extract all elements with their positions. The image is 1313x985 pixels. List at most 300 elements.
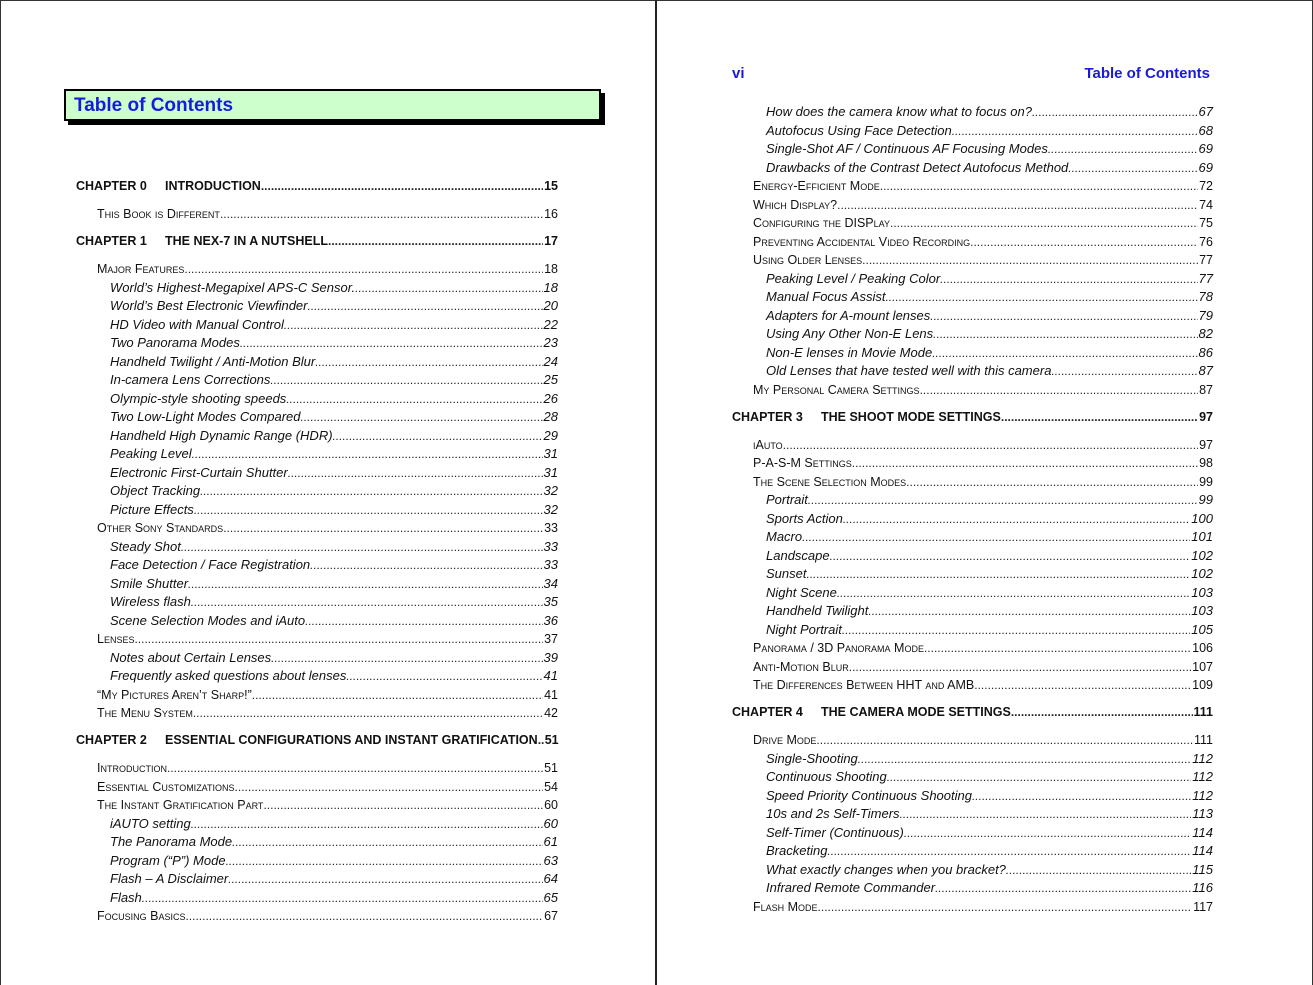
toc-subsection-entry [766, 491, 1213, 509]
toc-page-number: 117 [1193, 899, 1213, 914]
toc-page-number: 114 [1192, 824, 1213, 840]
toc-page-number: 99 [1198, 492, 1213, 507]
toc-subsection-entry [766, 805, 1213, 823]
toc-subsection-entry [766, 565, 1213, 583]
toc-entry-title: The Differences Between HHT and AMB [753, 678, 975, 692]
dot-leader [193, 704, 543, 722]
toc-section-entry [753, 177, 1213, 195]
toc-page-number: 42 [544, 706, 558, 720]
chapter-number: CHAPTER 2 [76, 733, 147, 747]
toc-entry-title: iAuto [753, 437, 783, 452]
toc-page-number: 103 [1191, 584, 1213, 600]
toc-section-entry [97, 907, 558, 925]
toc-page-number: 102 [1191, 566, 1213, 581]
toc-page-number: 33 [543, 557, 558, 572]
dot-leader [310, 556, 542, 574]
toc-subsection-entry [110, 833, 558, 851]
dot-leader [181, 538, 543, 556]
dot-leader [972, 787, 1191, 805]
toc-entry-title: Landscape [766, 547, 830, 563]
dot-leader [904, 824, 1191, 842]
dot-leader [1048, 140, 1198, 158]
toc-entry-title: Face Detection / Face Registration [110, 557, 311, 572]
toc-page-number: 61 [543, 834, 558, 849]
toc-subsection-entry [766, 362, 1213, 380]
dot-leader [328, 232, 543, 250]
toc-section-entry [753, 898, 1213, 916]
toc-entry-title: “My Pictures Aren’t Sharp!” [97, 687, 252, 702]
dot-leader [355, 279, 542, 297]
toc-page-number: 97 [1199, 409, 1213, 424]
dot-leader [223, 519, 543, 537]
toc-entry-title: Flash Mode [753, 899, 818, 914]
toc-entry-title: Handheld Twilight / Anti-Motion Blur [110, 353, 316, 369]
toc-page-number: 114 [1192, 843, 1213, 858]
toc-subsection-entry [110, 445, 558, 463]
toc-subsection-entry [766, 288, 1213, 306]
toc-page-number: 23 [543, 335, 558, 350]
toc-subsection-entry [110, 390, 558, 408]
toc-subsection-entry [766, 787, 1213, 805]
toc-page-number: 106 [1192, 641, 1213, 655]
dot-leader [220, 205, 543, 223]
toc-page-number: 35 [543, 594, 558, 609]
dot-leader [261, 177, 543, 195]
toc-page-number: 112 [1192, 787, 1213, 803]
dot-leader [932, 344, 1197, 362]
toc-subsection-entry [110, 889, 558, 907]
dot-leader [184, 260, 543, 278]
toc-page-number: 87 [1199, 382, 1213, 397]
toc-subsection-entry [110, 852, 558, 870]
toc-subsection-entry [766, 122, 1213, 140]
dot-leader [868, 602, 1190, 620]
dot-leader [228, 870, 542, 888]
toc-page-number: 67 [544, 909, 558, 923]
toc-chapter-entry [76, 232, 558, 250]
toc-entry-title: iAUTO setting [110, 815, 191, 831]
toc-entry-title: Bracketing [766, 843, 828, 858]
toc-entry-title: The Instant Gratification Part [97, 798, 264, 812]
toc-entry-title: Introduction [97, 761, 167, 775]
toc-entry-title: Object Tracking [110, 483, 201, 498]
toc-entry-title: Manual Focus Assist [766, 289, 886, 304]
toc-entry-title: The Menu System [97, 706, 193, 720]
page-number: vi [732, 65, 745, 82]
dot-leader [933, 325, 1197, 343]
toc-entry-title: Steady Shot [110, 538, 181, 554]
toc-subsection-entry [766, 528, 1213, 546]
toc-subsection-entry [766, 602, 1213, 620]
dot-leader [806, 565, 1190, 583]
toc-entry-title: Electronic First-Curtain Shutter [110, 464, 288, 480]
dot-leader [191, 815, 543, 833]
toc-subsection-entry [110, 353, 558, 371]
toc-section-entry [753, 658, 1213, 676]
toc-subsection-entry [110, 593, 558, 611]
toc-page-number: 25 [543, 372, 558, 387]
dot-leader [1006, 861, 1191, 879]
toc-entry-title: Using Older Lenses [753, 253, 863, 267]
dot-leader [802, 528, 1190, 546]
toc-entry-title: Autofocus Using Face Detection [766, 122, 952, 138]
toc-entry-title: Scene Selection Modes and iAuto [110, 612, 306, 628]
toc-page-number: 79 [1198, 307, 1213, 323]
dot-leader [288, 464, 543, 482]
toc-subsection-entry [766, 510, 1213, 528]
dot-leader [952, 122, 1198, 140]
dot-leader [1011, 703, 1193, 721]
toc-entry-title: Macro [766, 529, 803, 544]
toc-title: Table of Contents [74, 95, 234, 116]
chapter-number: CHAPTER 0 [76, 179, 147, 193]
dot-leader [200, 482, 542, 500]
toc-entry-title: World’s Highest-Megapixel APS-C Sensor. [110, 279, 356, 295]
toc-entry-title: The Panorama Mode [110, 834, 233, 849]
toc-page-number: 32 [543, 501, 558, 517]
toc-entry-title: Self-Timer (Continuous) [766, 824, 904, 840]
toc-chapter-entry [76, 177, 558, 195]
toc-entry-title: Notes about Certain Lenses [110, 649, 272, 665]
toc-entry-title [76, 177, 261, 195]
toc-entry-title: Night Portrait [766, 621, 842, 637]
left-page [0, 0, 655, 985]
toc-page-number: 24 [543, 353, 558, 369]
dot-leader [301, 408, 543, 426]
toc-entry-title: Anti-Motion Blur [753, 659, 849, 674]
toc-page-number: 111 [1193, 733, 1213, 747]
toc-entry-title: Drawbacks of the Contrast Detect Autofocus Method [766, 159, 1069, 175]
dot-leader [185, 907, 543, 925]
toc-subsection-entry [766, 584, 1213, 602]
dot-leader [270, 371, 542, 389]
toc-subsection-entry [110, 371, 558, 389]
toc-entry-title: Single-Shooting [766, 750, 858, 766]
toc-entry-title: Frequently asked questions about lenses [110, 668, 347, 683]
toc-page-number: 77 [1198, 270, 1213, 286]
chapter-title: ESSENTIAL CONFIGURATIONS AND INSTANT GRATIFICATION [165, 733, 538, 747]
dot-leader [1001, 408, 1198, 426]
toc-subsection-entry [110, 297, 558, 315]
toc-entry-title [732, 703, 1011, 721]
toc-section-entry [753, 473, 1213, 491]
dot-leader [862, 251, 1198, 269]
dot-leader [900, 805, 1192, 823]
toc-page-number: 69 [1198, 141, 1213, 156]
toc-entry-title: Energy-Efficient Mode [753, 179, 880, 193]
toc-page-number: 102 [1191, 547, 1213, 563]
toc-entry-title: What exactly changes when you bracket? [766, 861, 1006, 877]
toc-page-number: 109 [1192, 678, 1213, 692]
toc-subsection-entry [766, 159, 1213, 177]
toc-subsection-entry [766, 344, 1213, 362]
right-page [657, 0, 1313, 985]
toc-entry-title: Adapters for A-mount lenses [766, 307, 931, 323]
toc-entry-title: Focusing Basics [97, 909, 186, 923]
toc-page-number: 112 [1192, 750, 1213, 766]
dot-leader [885, 288, 1197, 306]
toc-subsection-entry [766, 621, 1213, 639]
toc-subsection-entry [110, 334, 558, 352]
toc-section-entry [97, 759, 558, 777]
toc-page-number: 82 [1198, 326, 1213, 341]
toc-section-entry [753, 676, 1213, 694]
dot-leader [849, 658, 1191, 676]
dot-leader [816, 731, 1193, 749]
toc-page-number: 31 [543, 446, 558, 461]
toc-subsection-entry [110, 538, 558, 556]
toc-title-box [64, 89, 601, 121]
toc-subsection-entry [110, 667, 558, 685]
toc-subsection-entry [110, 427, 558, 445]
toc-entry-title: Panorama / 3D Panorama Mode [753, 641, 924, 655]
dot-leader [843, 510, 1190, 528]
toc-subsection-entry [766, 824, 1213, 842]
toc-entry-title: Speed Priority Continuous Shooting [766, 787, 972, 803]
toc-page-number: 69 [1198, 159, 1213, 175]
toc-page-number: 17 [544, 234, 558, 248]
dot-leader [235, 778, 544, 796]
toc-subsection-entry [766, 547, 1213, 565]
chapter-title: THE SHOOT MODE SETTINGS [821, 409, 1001, 424]
toc-subsection-entry [766, 879, 1213, 897]
toc-page-number: 98 [1199, 456, 1213, 470]
toc-page-number: 113 [1192, 806, 1213, 821]
toc-page-number: 115 [1192, 861, 1213, 877]
toc-page-number: 18 [544, 262, 558, 276]
toc-page-number: 107 [1192, 659, 1213, 674]
toc-entry-title: Major Features [97, 262, 185, 276]
toc-page-number: 37 [544, 632, 558, 646]
toc-section-entry [753, 639, 1213, 657]
toc-page-number: 15 [544, 179, 558, 193]
toc-page-number: 33 [544, 521, 558, 535]
toc-page-number: 54 [544, 779, 558, 794]
toc-section-entry [753, 233, 1213, 251]
dot-leader [286, 390, 542, 408]
toc-entry-title: Flash [110, 889, 142, 905]
toc-entry-title: Essential Customizations [97, 779, 235, 794]
toc-entry-title: Program (“P”) Mode [110, 852, 226, 868]
toc-entry-title: Two Low-Light Modes Compared [110, 409, 301, 424]
dot-leader [271, 649, 542, 667]
toc-page-number: 76 [1199, 234, 1213, 249]
toc-chapter-entry [732, 408, 1213, 426]
chapter-title: INTRODUCTION [165, 179, 261, 193]
toc-subsection-entry [110, 316, 558, 334]
toc-page-number: 68 [1198, 122, 1213, 138]
toc-entry-title: In-camera Lens Corrections [110, 372, 271, 387]
toc-subsection-entry [110, 408, 558, 426]
toc-page-number: 75 [1199, 216, 1213, 230]
toc-entry-title: Preventing Accidental Video Recording [753, 234, 971, 249]
dot-leader [837, 584, 1190, 602]
toc-entry-title: World’s Best Electronic Viewfinder [110, 298, 308, 313]
dot-leader [783, 436, 1198, 454]
dot-leader [252, 686, 543, 704]
toc-entry-title: The Scene Selection Modes [753, 474, 907, 489]
toc-entry-title: Old Lenses that have tested well with this camera [766, 363, 1052, 378]
dot-leader [852, 454, 1198, 472]
dot-leader [1032, 103, 1198, 121]
toc-page-number: 63 [543, 852, 558, 868]
toc-page-number: 101 [1191, 529, 1213, 544]
toc-entry-title: Two Panorama Modes [110, 335, 240, 350]
dot-leader [970, 233, 1198, 251]
toc-page-number: 65 [543, 889, 558, 905]
toc-page-number: 16 [544, 207, 558, 221]
dot-leader [830, 547, 1191, 565]
toc-chapter-entry [732, 703, 1213, 721]
toc-entry-title: 10s and 2s Self-Timers [766, 806, 900, 821]
toc-page-number: 86 [1198, 344, 1213, 360]
toc-entry-title [732, 408, 1001, 426]
dot-leader [930, 307, 1197, 325]
toc-page-number: 51 [544, 761, 558, 775]
toc-page-number: 60 [543, 815, 558, 831]
toc-page-number: 97 [1199, 437, 1213, 452]
toc-page-number: 99 [1199, 474, 1213, 489]
toc-entry-title: Night Scene [766, 584, 837, 600]
toc-entry-title: P-A-S-M Settings [753, 456, 852, 470]
dot-leader [858, 750, 1191, 768]
toc-subsection-entry [766, 842, 1213, 860]
toc-entry-title: Configuring the DISPlay [753, 216, 890, 230]
dot-leader [1068, 159, 1197, 177]
toc-section-entry [97, 260, 558, 278]
toc-page-number: 28 [543, 409, 558, 424]
toc-page-number: 22 [543, 316, 558, 332]
toc-page-number: 33 [543, 538, 558, 554]
toc-entry-title: Which Display? [753, 197, 838, 212]
toc-page-number: 34 [543, 575, 558, 591]
toc-section-entry [753, 251, 1213, 269]
toc-subsection-entry [766, 103, 1213, 121]
toc-subsection-entry [110, 501, 558, 519]
toc-page-number: 60 [544, 798, 558, 812]
toc-entry-title: Other Sony Standards [97, 521, 224, 535]
dot-leader [974, 676, 1191, 694]
toc-page-number: 87 [1198, 363, 1213, 378]
toc-entry-title: Peaking Level [110, 446, 192, 461]
dot-leader [167, 759, 543, 777]
toc-entry-title: Lenses [97, 632, 135, 646]
dot-leader [284, 316, 543, 334]
dot-leader [940, 270, 1197, 288]
toc-subsection-entry [766, 861, 1213, 879]
toc-page-number: 78 [1198, 289, 1213, 304]
dot-leader [232, 833, 542, 851]
toc-page-number: 51 [544, 733, 559, 747]
dot-leader [240, 334, 543, 352]
toc-subsection-entry [110, 870, 558, 888]
toc-page-number: 20 [543, 298, 558, 313]
toc-subsection-entry [766, 140, 1213, 158]
toc-section-entry [97, 686, 558, 704]
toc-entry-title: Portrait [766, 492, 808, 507]
toc-page-number: 32 [543, 483, 558, 498]
toc-entry-title [76, 232, 328, 250]
dot-leader [808, 491, 1198, 509]
dot-leader [134, 630, 543, 648]
dot-leader [1051, 362, 1197, 380]
toc-entry-title: Handheld Twilight [766, 603, 869, 618]
dot-leader [226, 852, 543, 870]
toc-subsection-entry [110, 279, 558, 297]
toc-subsection-entry [110, 482, 558, 500]
toc-subsection-entry [766, 768, 1213, 786]
toc-entry-title: HD Video with Manual Control [110, 316, 284, 332]
toc-section-entry [753, 436, 1213, 454]
dot-leader [142, 889, 543, 907]
toc-subsection-entry [766, 270, 1213, 288]
toc-entry-title: Picture Effects [110, 501, 194, 517]
chapter-number: CHAPTER 1 [76, 234, 147, 248]
toc-subsection-entry [110, 815, 558, 833]
toc-page-number: 67 [1198, 104, 1213, 119]
dot-leader [935, 879, 1191, 897]
toc-subsection-entry [110, 575, 558, 593]
toc-chapter-entry [76, 731, 558, 749]
toc-entry-title: Sunset [766, 566, 807, 581]
toc-section-entry [753, 196, 1213, 214]
toc-subsection-entry [110, 464, 558, 482]
toc-entry-title: Continuous Shooting [766, 769, 887, 784]
dot-leader [920, 381, 1199, 399]
toc-section-entry [753, 454, 1213, 472]
toc-page-number: 26 [543, 390, 558, 406]
toc-entry-title: Olympic-style shooting speeds [110, 390, 287, 406]
toc-page-number: 72 [1199, 179, 1213, 193]
dot-leader [191, 593, 543, 611]
toc-entry-title: Wireless flash [110, 594, 191, 609]
toc-page-number: 18 [543, 279, 558, 295]
toc-section-entry [97, 205, 558, 223]
toc-entry-title: Using Any Other Non-E Lens [766, 326, 934, 341]
running-head: Table of Contents [1084, 65, 1210, 82]
dot-leader [346, 667, 542, 685]
toc-subsection-entry [766, 750, 1213, 768]
toc-entry-title: Sports Action [766, 510, 843, 526]
dot-leader [890, 214, 1198, 232]
dot-leader [263, 796, 543, 814]
chapter-number: CHAPTER 3 [732, 409, 803, 424]
toc-page-number: 64 [543, 871, 558, 886]
toc-entry-title: Infrared Remote Commander [766, 880, 936, 895]
dot-leader [842, 621, 1190, 639]
toc-page-number: 36 [543, 612, 558, 628]
toc-subsection-entry [766, 307, 1213, 325]
dot-leader [333, 427, 543, 445]
toc-page-number: 41 [543, 668, 558, 683]
toc-page-number: 29 [543, 427, 558, 443]
toc-entry-title: How does the camera know what to focus on? [766, 104, 1032, 119]
toc-section-entry [753, 381, 1213, 399]
toc-page-number: 77 [1199, 253, 1213, 267]
dot-leader [308, 297, 543, 315]
toc-page-number: 112 [1192, 769, 1213, 784]
toc-entry-title: This Book is Different [97, 207, 220, 221]
toc-entry-title: My Personal Camera Settings [753, 382, 920, 397]
chapter-title: THE NEX-7 IN A NUTSHELL [165, 234, 328, 248]
dot-leader [880, 177, 1198, 195]
toc-page-number: 39 [543, 649, 558, 665]
toc-page-number: 74 [1199, 197, 1213, 212]
toc-subsection-entry [110, 556, 558, 574]
toc-subsection-entry [110, 612, 558, 630]
dot-leader [837, 196, 1198, 214]
toc-entry-title: Handheld High Dynamic Range (HDR) [110, 427, 333, 443]
